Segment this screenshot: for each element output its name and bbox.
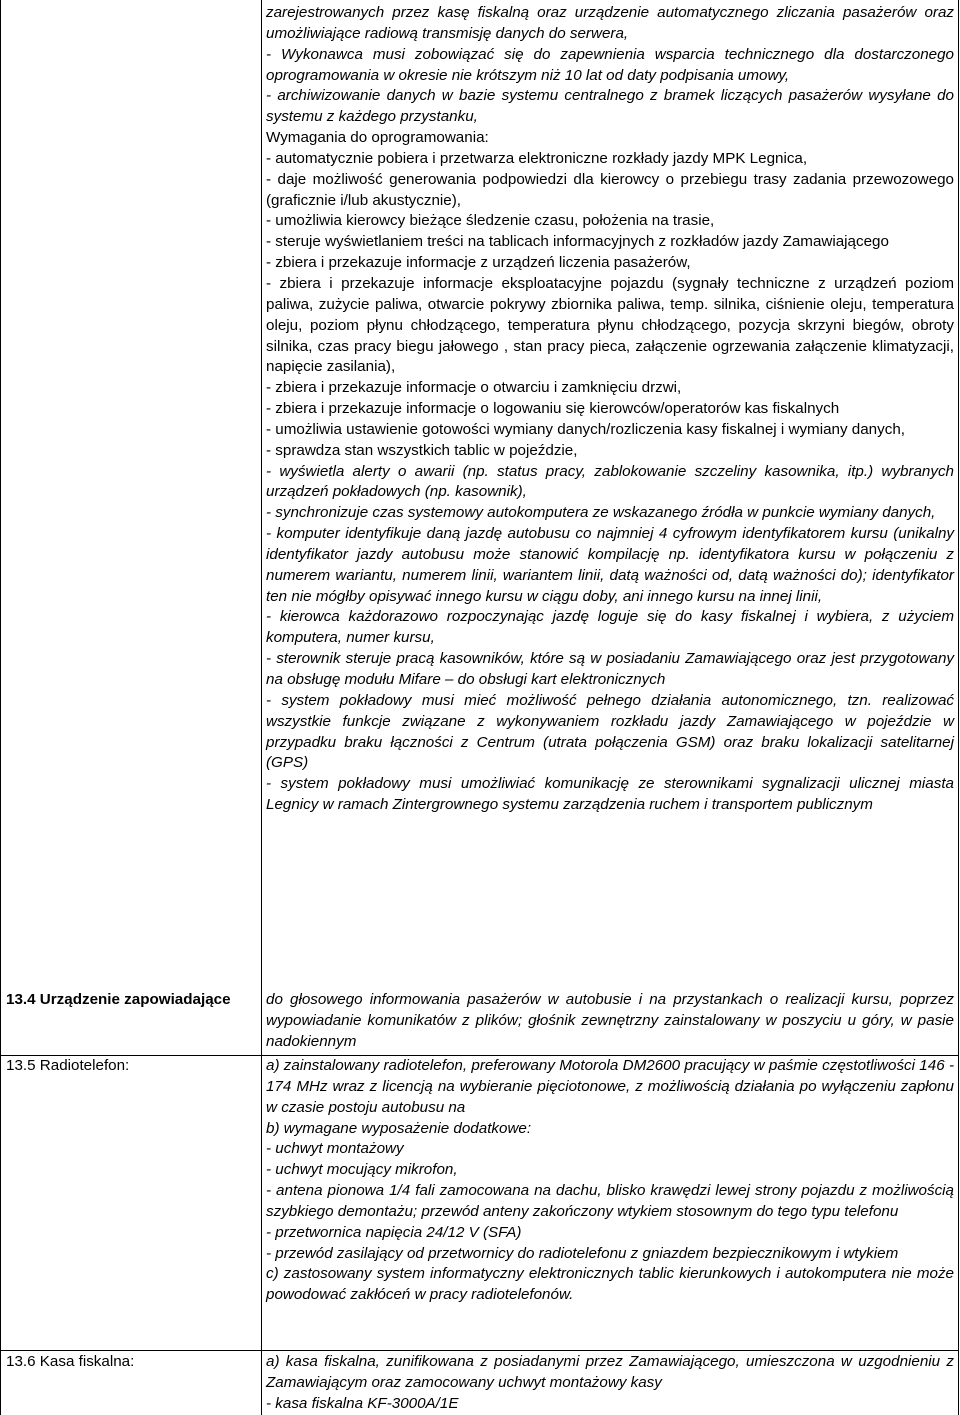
paragraph: - synchronizuje czas systemowy autokomputera ze wskazanego źródła w punkcie wymiany danych, bbox=[266, 504, 936, 522]
paragraph: - sprawdza stan wszystkich tablic w pojeździe, bbox=[266, 441, 578, 459]
paragraph: zarejestrowanych przez kasę fiskalną oraz urządzenie automatycznego zliczania pasażerów oraz umożliwiające radiową transmisję danych do serwera, bbox=[266, 4, 954, 42]
paragraph: - zbiera i przekazuje informacje o otwarciu i zamknięciu drzwi, bbox=[266, 379, 682, 397]
subheading: Wymagania do oprogramowania: bbox=[266, 129, 489, 147]
requirements-block bbox=[266, 3, 954, 816]
paragraph: - steruje wyświetlaniem treści na tablicach informacyjnych z rozkładów jazdy Zamawiającego bbox=[266, 233, 889, 251]
paragraph: - kierowca każdorazowo rozpoczynając jazdę loguje się do kasy fiskalnej i wybiera, z użyciem komputera, numer kursu, bbox=[266, 608, 954, 647]
paragraph: - uchwyt mocujący mikrofon, bbox=[266, 1161, 458, 1179]
table-border-right bbox=[958, 0, 959, 1415]
paragraph: - umożliwia ustawienie gotowości wymiany danych/rozliczenia kasy fiskalnej i wymiany danych, bbox=[266, 420, 905, 438]
paragraph: a) zainstalowany radiotelefon, preferowany Motorola DM2600 pracujący w paśmie częstotliwości 146 - 174 MHz wraz z licencją na wybieranie pięciotonowe, z możliwością działania po wyłączeniu zapłonu w czasie postoju autobusu na bbox=[266, 1057, 954, 1116]
column-divider bbox=[261, 0, 262, 1415]
paragraph: - przewód zasilający od przetwornicy do radiotelefonu z gniazdem bezpiecznikowym i wtykiem bbox=[266, 1244, 899, 1262]
paragraph: - zbiera i przekazuje informacje o logowaniu się kierowców/operatorów kas fiskalnych bbox=[266, 400, 840, 418]
paragraph: - kasa fiskalna KF-3000A/1E bbox=[266, 1394, 459, 1412]
paragraph: - daje możliwość generowania podpowiedzi dla kierowcy o przebiegu trasy zadania przewozowego (graficznie i/lub akustycznie), bbox=[266, 170, 954, 209]
paragraph: - archiwizowanie danych w bazie systemu centralnego z bramek liczących pasażerów wysyłane do systemu z każdego przystanku, bbox=[266, 87, 954, 126]
paragraph: - przetwornica napięcia 24/12 V (SFA) bbox=[266, 1223, 522, 1241]
row-divider bbox=[0, 1350, 959, 1351]
paragraph: c) zastosowany system informatyczny elektronicznych tablic kierunkowych i autokomputera nie może powodować zakłóceń w pracy radiotelefonów. bbox=[266, 1265, 954, 1304]
paragraph: - system pokładowy musi mieć możliwość pełnego działania autonomicznego, tzn. realizować wszystkie funkcje związane z wykonywaniem rozkładu jazdy Zamawiającego w pojeździe w przypadku braku łączności z Centrum (utrata połączenia GSM) oraz braku lokalizacji satelitarnej (GPS) bbox=[266, 691, 954, 772]
section-13-6-text bbox=[266, 1352, 954, 1415]
paragraph: - sterownik steruje pracą kasowników, które są w posiadaniu Zamawiającego oraz jest przygotowany na obsługę modułu Mifare – do obsługi kart elektronicznych bbox=[266, 650, 954, 688]
paragraph: - system pokładowy musi umożliwiać komunikację ze sterownikami sygnalizacji ulicznej miasta Legnicy w ramach Zintergrownego systemu zarządzenia ruchem i transportem publicznym bbox=[266, 775, 954, 814]
paragraph: - komputer identyfikuje daną jazdę autobusu co najmniej 4 cyfrowym identyfikatorem kursu (unikalny identyfikator jazdy autobusu może stanowić kompilację np. identyfikatora kursu w połączeniu z numerem wariantu, numerem linii, wariantem linii, datą ważności od, datą ważności do); identyfikator ten nie mógłby opisywać innego kursu w ciągu doby, ani innego kursu na innej linii, bbox=[266, 525, 954, 605]
paragraph: b) wymagane wyposażenie dodatkowe: bbox=[266, 1119, 532, 1137]
paragraph: - Wykonawca musi zobowiązać się do zapewnienia wsparcia technicznego dla dostarczonego oprogramowania w okresie nie krótszym niż 10 lat od daty podpisania umowy, bbox=[266, 45, 954, 84]
paragraph: - automatycznie pobiera i przetwarza elektroniczne rozkłady jazdy MPK Legnica, bbox=[266, 149, 808, 167]
paragraph: - antena pionowa 1/4 fali zamocowana na dachu, blisko krawędzi lewej strony pojazdu z możliwością szybkiego demontażu; przewód anteny zakończony wtykiem stosownym do tego typu telefonu bbox=[266, 1182, 954, 1220]
section-label-13-5: 13.5 Radiotelefon: bbox=[6, 1057, 130, 1074]
paragraph: a) kasa fiskalna, zunifikowana z posiadanymi przez Zamawiającego, umieszczona w uzgodnieniu z Zamawiającym oraz zamocowany uchwyt montażowy kasy bbox=[266, 1353, 954, 1391]
section-13-5-text bbox=[266, 1056, 954, 1306]
paragraph: do głosowego informowania pasażerów w autobusie i na przystankach o realizacji kursu, poprzez wypowiadanie komunikatów z plików; głośnik zewnętrzny zainstalowany w poszyciu u góry, w pasie nadokiennym bbox=[266, 991, 954, 1050]
section-label-13-6: 13.6 Kasa fiskalna: bbox=[6, 1353, 135, 1370]
table-border-left bbox=[0, 0, 1, 1415]
paragraph: - wyświetla alerty o awarii (np. status pracy, zablokowanie szczeliny kasownika, itp.) wybranych urządzeń pokładowych (np. kasownik), bbox=[266, 462, 954, 501]
paragraph: - umożliwia kierowcy bieżące śledzenie czasu, położenia na trasie, bbox=[266, 212, 715, 230]
paragraph: - zbiera i przekazuje informacje z urządzeń liczenia pasażerów, bbox=[266, 254, 691, 272]
paragraph: - uchwyt montażowy bbox=[266, 1140, 404, 1158]
section-label-13-4: 13.4 Urządzenie zapowiadające bbox=[6, 991, 231, 1008]
paragraph: - zbiera i przekazuje informacje eksploatacyjne pojazdu (sygnały techniczne z urządzeń poziom paliwa, zużycie paliwa, otwarcie pokrywy zbiornika paliwa, temp. silnika, ciśnienie oleju, temperatura oleju, poziom płynu chłodzącego, temperatura płynu chłodzącego, pozycja skrzyni biegów, obroty silnika, czas pracy biegu jałowego , stan pracy pieca, załączenie ogrzewania załączenie klimatyzacji, napięcie zasilania), bbox=[266, 274, 954, 376]
section-13-4-text bbox=[266, 990, 954, 1053]
